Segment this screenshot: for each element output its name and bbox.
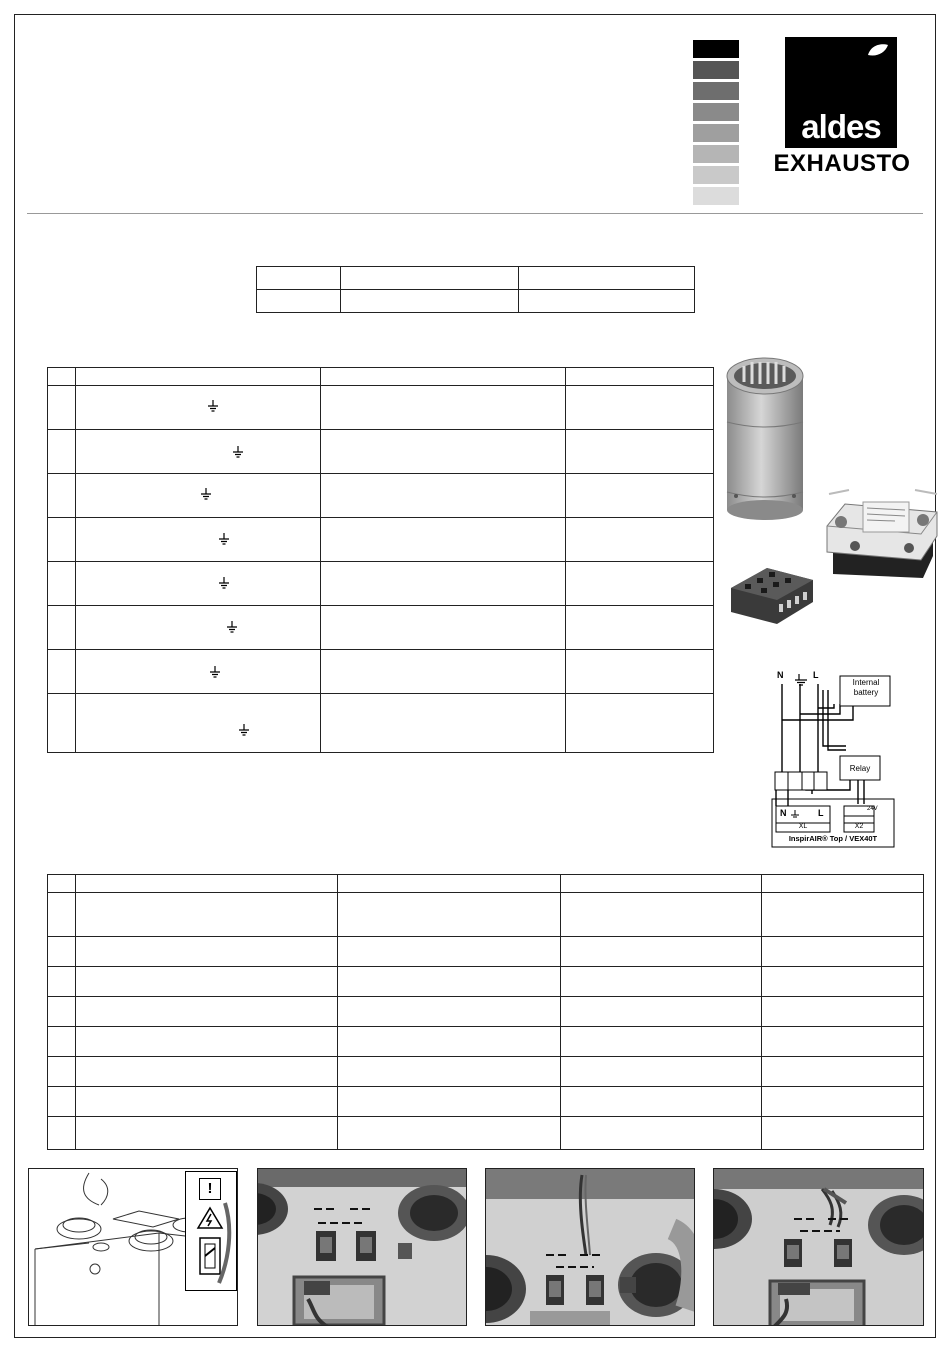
leaf-icon (867, 43, 889, 57)
terminal-l-label: L (818, 808, 824, 818)
terminal-n-label: N (780, 808, 787, 818)
unit-model-label: InspirAIR® Top / VEX40T (788, 834, 878, 843)
wiring-diagram (768, 668, 898, 850)
heater-battery-image (722, 352, 808, 522)
ground-icon (200, 488, 212, 500)
gray-swatch (693, 40, 739, 58)
terminal-24v-label: 24V (867, 806, 878, 812)
ground-icon (232, 446, 244, 458)
gray-swatch (693, 124, 739, 142)
arrow-icon (209, 1199, 238, 1289)
ground-icon (209, 666, 221, 678)
terminal-connector-image (727, 564, 815, 626)
ground-icon (218, 577, 230, 589)
electrical-panel-photo-1 (257, 1168, 467, 1326)
gray-swatch (693, 166, 739, 184)
ground-icon (218, 533, 230, 545)
gray-swatch (693, 61, 739, 79)
exclamation-icon: ! (199, 1178, 221, 1200)
brand-logo (785, 37, 897, 148)
electrical-panel-photo-2 (485, 1168, 695, 1326)
electrical-panel-photo-3 (713, 1168, 924, 1326)
parts-table (47, 874, 924, 1150)
ground-icon (207, 400, 219, 412)
wire-label-l: L (813, 670, 819, 680)
header-info-table (256, 266, 695, 313)
wiring-table (47, 367, 714, 753)
gray-swatch (693, 187, 739, 205)
solid-state-relay-image (825, 486, 941, 582)
wire-label-n: N (777, 670, 784, 680)
gray-swatch (693, 145, 739, 163)
internal-battery-label: Internal battery (852, 678, 880, 697)
terminal-xl-label: XL (798, 823, 808, 830)
unit-power-off-illustration (28, 1168, 238, 1326)
ground-icon (238, 724, 250, 736)
brand-subname: EXHAUSTO (773, 150, 911, 177)
gray-swatch (693, 103, 739, 121)
relay-label: Relay (849, 764, 871, 773)
gray-swatch (693, 82, 739, 100)
ground-icon (226, 621, 238, 633)
terminal-x2-label: X2 (854, 823, 864, 830)
brand-name: aldes (801, 108, 881, 145)
header-divider (27, 213, 923, 214)
